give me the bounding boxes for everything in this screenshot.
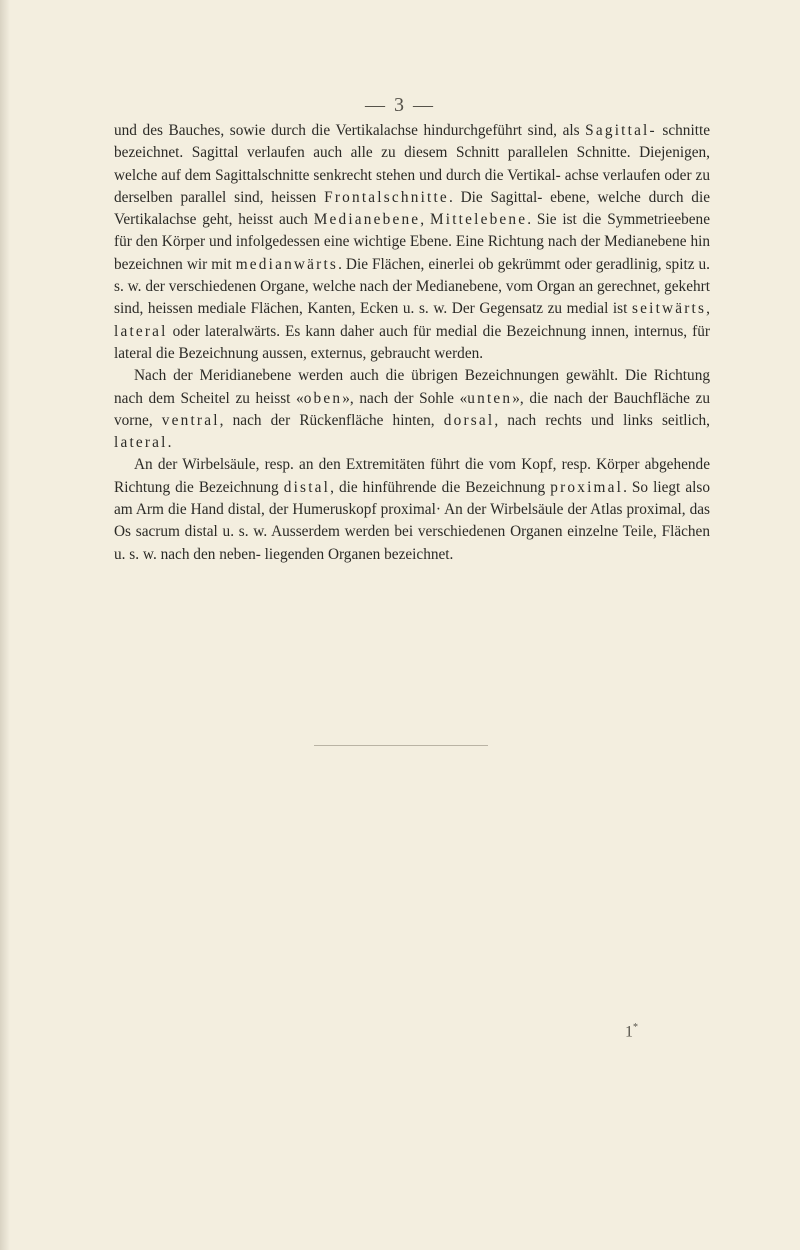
signature-asterisk: * [633, 1022, 638, 1033]
term-frontalschnitte: Frontalschnitte [324, 188, 449, 206]
printer-signature: 1* [625, 1022, 638, 1041]
term-distal: distal [283, 478, 331, 496]
term-medianebene: Medianebene [313, 211, 421, 229]
term-proximal: proximal [550, 478, 624, 496]
paragraph-1: und des Bauches, sowie durch die Vertikalachse hindurchgeführt sind, als Sagittal- schnitte bezeichnet. Sagittal verlaufen auch alle zu diesem Schnitt parallelen Schnitte. Diejenigen, welche auf dem Sagittalschnitte senkrecht stehen und durch die Vertikal- achse verlaufen oder zu derselben parallel sind, heissen Frontalschnitte. Die Sagittal- ebene, welche durch die Vertikalachse geht, heisst auch Medianebene, Mittelebene. Sie ist die Symmetrieebene für den Körper und infolgedessen eine wichtige Ebene. Eine Richtung nach der Medianebene hin bezeichnen wir mit medianwärts. Die Flächen, einerlei ob gekrümmt oder geradlinig, spitz u. s. w. der verschiedenen Organe, welche nach der Medianebene, vom Organ an gerechnet, gekehrt sind, heissen mediale Flächen, Kanten, Ecken u. s. w. Der Gegensatz zu medial ist seitwärts, lateral oder lateralwärts. Es kann daher auch für medial die Bezeichnung innen, internus, für lateral die Bezeichnung aussen, externus, gebraucht werden. [114, 122, 710, 362]
term-dorsal: dorsal [443, 411, 495, 429]
term-medianwaerts: medianwärts [235, 255, 339, 273]
term-sagittal: Sagittal- [585, 122, 657, 139]
section-divider [314, 745, 488, 746]
term-lateral: lateral [114, 322, 168, 340]
term-seitwaerts: seitwärts [631, 300, 707, 318]
paragraph-3: An der Wirbelsäule, resp. an den Extremitäten führt die vom Kopf, resp. Körper abgehende Richtung die Bezeichnung distal, die hinführende die Bezeichnung proximal. So liegt also am Arm die Hand distal, der Humeruskopf proximal· An der Wirbelsäule der Atlas proximal, das Os sacrum distal u. s. w. Ausserdem werden bei verschiedenen Organen einzelne Teile, Flächen u. s. w. nach den neben- liegenden Organen bezeichnet. [114, 456, 710, 563]
paragraph-2: Nach der Meridianebene werden auch die übrigen Bezeichnungen gewählt. Die Richtung nach dem Scheitel zu heisst «oben», nach der Sohle «unten», die nach der Bauchfläche zu vorne, ventral, nach der Rückenfläche hinten, dorsal, nach rechts und links seitlich, lateral. [114, 367, 710, 452]
term-ventral: ventral [161, 411, 220, 429]
term-oben: oben [303, 389, 343, 407]
term-lateral-2: lateral [114, 434, 168, 452]
page-number-header: — 3 — [365, 94, 435, 116]
body-text [114, 120, 710, 566]
page-edge [0, 0, 10, 1250]
term-mittelebene: Mittelebene [429, 211, 528, 229]
term-unten: unten [467, 389, 513, 407]
